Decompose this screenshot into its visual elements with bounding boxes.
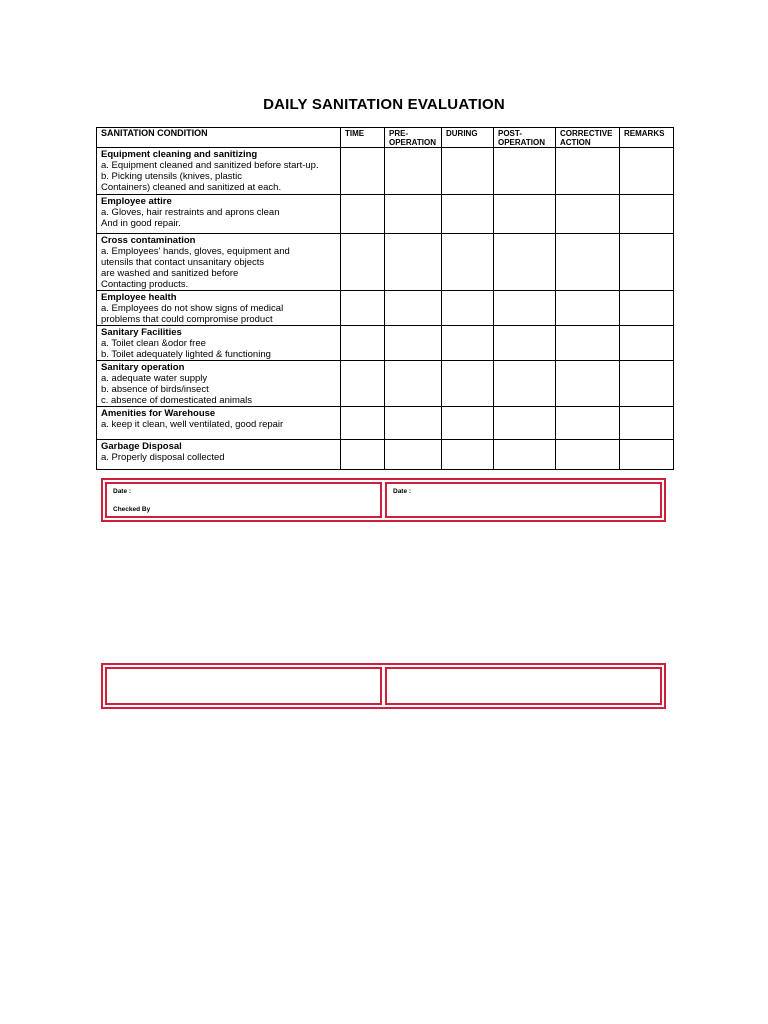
blank-box-right[interactable] <box>385 667 662 705</box>
table-row <box>97 234 674 291</box>
remarks-cell[interactable] <box>620 361 674 407</box>
pre-operation-cell[interactable] <box>385 407 442 440</box>
col-header-post-operation: POST- OPERATION <box>494 128 556 148</box>
condition-heading: Employee health <box>101 292 177 303</box>
pre-operation-cell[interactable] <box>385 234 442 291</box>
table-row <box>97 148 674 195</box>
condition-item: a. Gloves, hair restraints and aprons clean <box>101 207 280 218</box>
condition-item: a. Employees' hands, gloves, equipment and <box>101 246 290 257</box>
remarks-cell[interactable] <box>620 407 674 440</box>
condition-cell <box>97 407 341 440</box>
condition-item: a. adequate water supply <box>101 373 208 384</box>
post-operation-cell[interactable] <box>494 407 556 440</box>
signature-box-right[interactable] <box>385 482 662 518</box>
during-cell[interactable] <box>442 326 494 361</box>
corrective-action-cell[interactable] <box>556 148 620 195</box>
pre-operation-cell[interactable] <box>385 440 442 470</box>
time-cell[interactable] <box>341 195 385 234</box>
condition-item: are washed and sanitized before <box>101 268 239 279</box>
remarks-cell[interactable] <box>620 440 674 470</box>
col-header-during: DURING <box>442 128 494 148</box>
condition-cell <box>97 361 341 407</box>
table-row <box>97 361 674 407</box>
pre-operation-cell[interactable] <box>385 361 442 407</box>
condition-item: utensils that contact unsanitary objects <box>101 257 265 268</box>
post-operation-cell[interactable] <box>494 291 556 326</box>
pre-operation-cell[interactable] <box>385 195 442 234</box>
corrective-action-cell[interactable] <box>556 291 620 326</box>
corrective-action-cell[interactable] <box>556 407 620 440</box>
remarks-cell[interactable] <box>620 195 674 234</box>
corrective-action-cell[interactable] <box>556 195 620 234</box>
condition-cell <box>97 148 341 195</box>
corrective-action-cell[interactable] <box>556 326 620 361</box>
post-operation-cell[interactable] <box>494 440 556 470</box>
time-cell[interactable] <box>341 148 385 195</box>
col-header-pre-operation: PRE- OPERATION <box>385 128 442 148</box>
condition-item: Containers) cleaned and sanitized at each. <box>101 182 282 193</box>
post-operation-cell[interactable] <box>494 195 556 234</box>
table-row <box>97 326 674 361</box>
time-cell[interactable] <box>341 440 385 470</box>
col-header-condition: SANITATION CONDITION <box>97 128 341 148</box>
condition-item: a. Toilet clean &odor free <box>101 338 206 349</box>
during-cell[interactable] <box>442 361 494 407</box>
condition-item: c. absence of domesticated animals <box>101 395 253 406</box>
condition-cell <box>97 326 341 361</box>
during-cell[interactable] <box>442 195 494 234</box>
condition-item: a. Properly disposal collected <box>101 452 225 463</box>
blank-box-left[interactable] <box>105 667 382 705</box>
signature-box-left[interactable] <box>105 482 382 518</box>
condition-heading: Sanitary operation <box>101 362 185 373</box>
condition-item: b. Toilet adequately lighted & functioning <box>101 349 271 360</box>
page-title: DAILY SANITATION EVALUATION <box>263 96 505 113</box>
time-cell[interactable] <box>341 326 385 361</box>
col-header-time: TIME <box>341 128 385 148</box>
condition-heading: Amenities for Warehouse <box>101 408 216 419</box>
condition-cell <box>97 234 341 291</box>
remarks-cell[interactable] <box>620 148 674 195</box>
table-row <box>97 291 674 326</box>
during-cell[interactable] <box>442 234 494 291</box>
condition-item: b. absence of birds/insect <box>101 384 209 395</box>
condition-item: a. Employees do not show signs of medical <box>101 303 284 314</box>
during-cell[interactable] <box>442 148 494 195</box>
during-cell[interactable] <box>442 291 494 326</box>
remarks-cell[interactable] <box>620 291 674 326</box>
post-operation-cell[interactable] <box>494 148 556 195</box>
corrective-action-cell[interactable] <box>556 361 620 407</box>
condition-cell <box>97 440 341 470</box>
condition-heading: Employee attire <box>101 196 172 207</box>
condition-item: And in good repair. <box>101 218 181 229</box>
time-cell[interactable] <box>341 361 385 407</box>
time-cell[interactable] <box>341 291 385 326</box>
corrective-action-cell[interactable] <box>556 234 620 291</box>
header-row <box>97 128 674 148</box>
condition-heading: Cross contamination <box>101 235 196 246</box>
pre-operation-cell[interactable] <box>385 291 442 326</box>
post-operation-cell[interactable] <box>494 234 556 291</box>
condition-item: b. Picking utensils (knives, plastic <box>101 171 242 182</box>
table-row <box>97 440 674 470</box>
time-cell[interactable] <box>341 407 385 440</box>
blank-box <box>101 663 666 709</box>
date-label: Date : <box>393 488 412 495</box>
condition-item: Contacting products. <box>101 279 189 290</box>
condition-item: problems that could compromise product <box>101 314 273 325</box>
col-header-remarks: REMARKS <box>620 128 674 148</box>
evaluation-table <box>96 127 674 470</box>
remarks-cell[interactable] <box>620 234 674 291</box>
col-header-corrective-action: CORRECTIVE ACTION <box>556 128 620 148</box>
time-cell[interactable] <box>341 234 385 291</box>
condition-item: a. Equipment cleaned and sanitized before start-up. <box>101 160 319 171</box>
date-label: Date : <box>113 488 132 495</box>
checked-by-label: Checked By <box>113 506 151 513</box>
corrective-action-cell[interactable] <box>556 440 620 470</box>
pre-operation-cell[interactable] <box>385 148 442 195</box>
pre-operation-cell[interactable] <box>385 326 442 361</box>
table-row <box>97 407 674 440</box>
during-cell[interactable] <box>442 440 494 470</box>
condition-heading: Equipment cleaning and sanitizing <box>101 149 258 160</box>
condition-heading: Garbage Disposal <box>101 441 182 452</box>
condition-cell <box>97 195 341 234</box>
condition-item: a. keep it clean, well ventilated, good repair <box>101 419 284 430</box>
post-operation-cell[interactable] <box>494 361 556 407</box>
table-row <box>97 195 674 234</box>
signature-box <box>101 478 666 522</box>
during-cell[interactable] <box>442 407 494 440</box>
condition-heading: Sanitary Facilities <box>101 327 182 338</box>
post-operation-cell[interactable] <box>494 326 556 361</box>
condition-cell <box>97 291 341 326</box>
remarks-cell[interactable] <box>620 326 674 361</box>
